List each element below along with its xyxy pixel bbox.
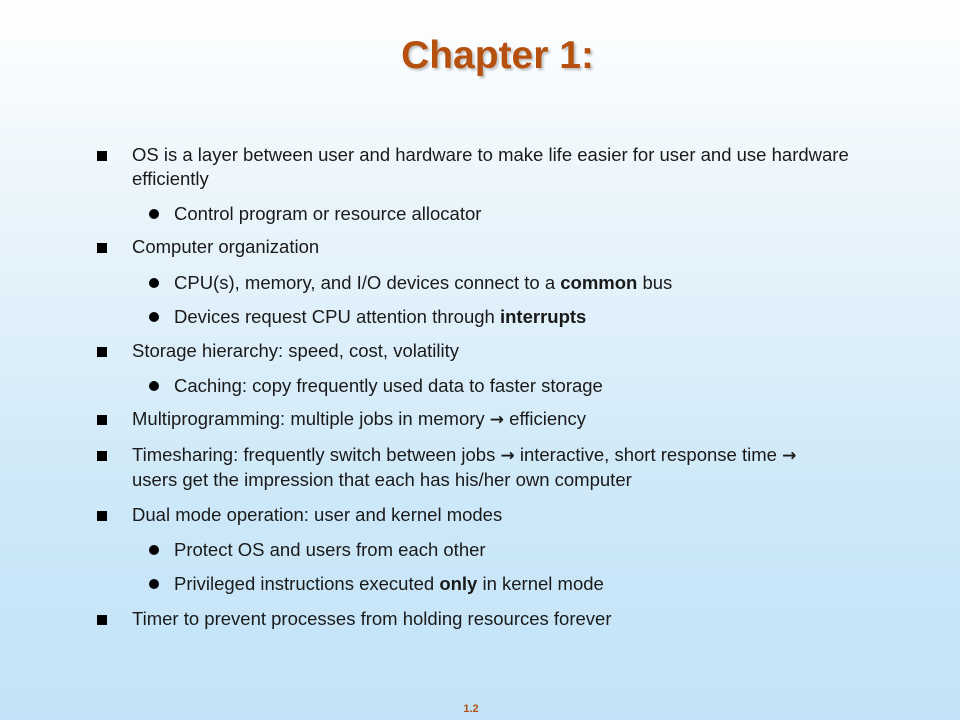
round-bullet-icon <box>149 381 159 391</box>
right-arrow-icon: → <box>489 410 505 430</box>
bullet-text-pre: Multiprogramming: multiple jobs in memory <box>132 408 490 429</box>
bold-word: interrupts <box>499 306 587 327</box>
bullet-text-post: efficiency <box>504 408 586 429</box>
bold-word: only <box>439 573 478 594</box>
bullet-multiprogramming <box>132 407 852 432</box>
square-bullet-icon <box>97 511 107 521</box>
square-bullet-icon <box>97 451 107 461</box>
subbullet-text-pre: Devices request CPU attention through <box>174 306 500 327</box>
subbullet-text: Caching: copy frequently used data to faster storage <box>174 375 603 396</box>
round-bullet-icon <box>149 209 159 219</box>
subbullet-text: Protect OS and users from each other <box>174 539 486 560</box>
square-bullet-icon <box>97 615 107 625</box>
square-bullet-icon <box>97 415 107 425</box>
bullet-text-mid: interactive, short response time <box>514 444 783 465</box>
bullet-text: Timer to prevent processes from holding resources forever <box>132 608 612 629</box>
bullet-computer-organization <box>132 235 852 259</box>
subbullet-text-pre: Privileged instructions executed <box>174 573 440 594</box>
bullet-text: Computer organization <box>132 236 320 257</box>
bullet-os-layer <box>132 143 852 191</box>
square-bullet-icon <box>97 347 107 357</box>
bullet-text: OS is a layer between user and hardware to make life easier for user and use hardware efficiently <box>132 144 849 189</box>
subbullet-common-bus <box>174 271 874 295</box>
right-arrow-icon: → <box>782 446 797 466</box>
subbullet-privileged-instructions <box>174 572 874 596</box>
round-bullet-icon <box>149 579 159 589</box>
slide-title: Chapter 1: <box>401 34 594 77</box>
bullet-storage-hierarchy <box>132 339 852 363</box>
subbullet-text: Control program or resource allocator <box>174 203 482 224</box>
round-bullet-icon <box>149 545 159 555</box>
bullet-dual-mode <box>132 503 852 527</box>
subbullet-control-program <box>174 202 874 226</box>
square-bullet-icon <box>97 151 107 161</box>
round-bullet-icon <box>149 312 159 322</box>
subbullet-text-post: bus <box>637 272 673 293</box>
right-arrow-icon: → <box>500 446 515 466</box>
bullet-text-post: users get the impression that each has his/her own computer <box>132 469 632 490</box>
bullet-timesharing <box>132 443 844 492</box>
bold-word: common <box>560 272 638 293</box>
bullet-text-pre: Timesharing: frequently switch between jobs <box>132 444 501 465</box>
subbullet-interrupts <box>174 305 874 329</box>
subbullet-caching <box>174 374 874 398</box>
bullet-timer <box>132 607 852 631</box>
round-bullet-icon <box>149 278 159 288</box>
bullet-text: Storage hierarchy: speed, cost, volatility <box>132 340 459 361</box>
subbullet-text-post: in kernel mode <box>477 573 604 594</box>
subbullet-text-pre: CPU(s), memory, and I/O devices connect to a <box>174 272 561 293</box>
subbullet-protect-os <box>174 538 874 562</box>
bullet-text: Dual mode operation: user and kernel modes <box>132 504 503 525</box>
square-bullet-icon <box>97 243 107 253</box>
page-number: 1.2 <box>463 703 479 715</box>
